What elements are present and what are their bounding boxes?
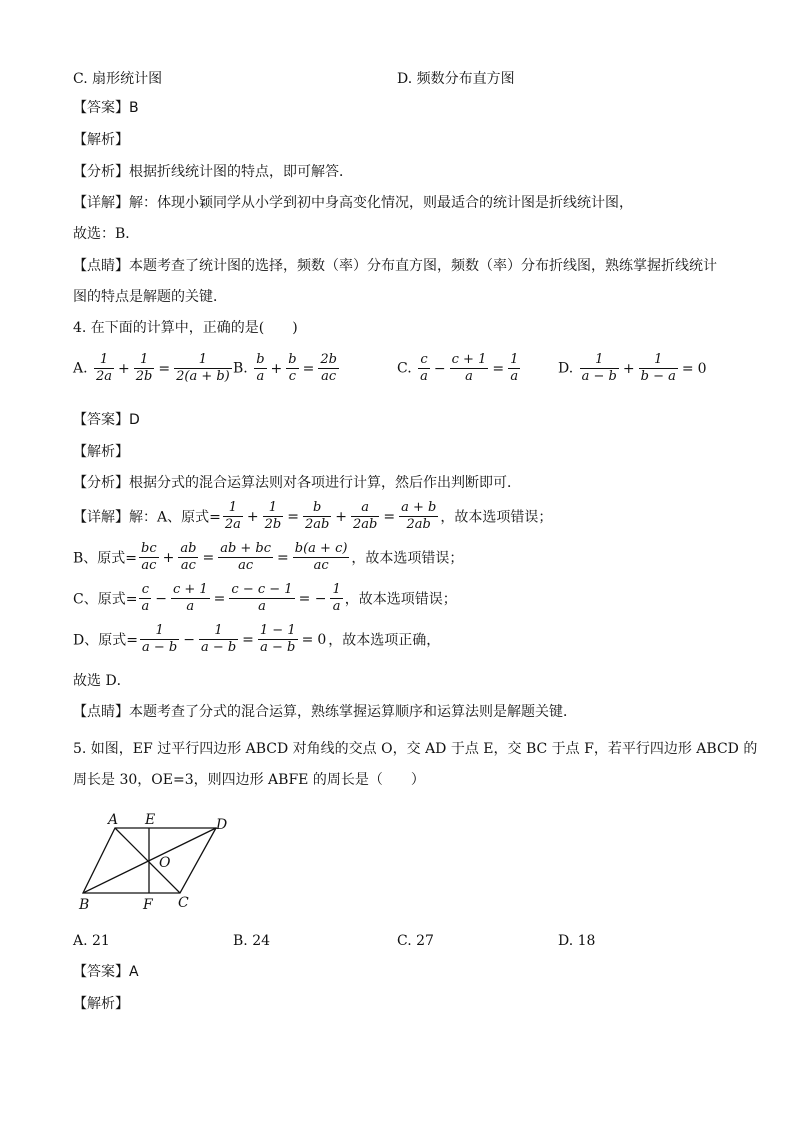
q5-option-c: C. 27 [397, 933, 434, 949]
label-a: A [108, 812, 119, 828]
parallelogram-figure [70, 810, 240, 915]
q4-detail-a: 【详解】解：A、原式= $\frac{1}{2a}$ + $\frac{1}{2b}$ = $\frac{b}{2ab}$ + $\frac{a}{2ab}$ = $\frac{a + b}{2ab}$ ，故本选项错误； [73, 500, 553, 532]
q3-dianjing-line1: 【点睛】本题考查了统计图的选择，频数（率）分布直方图，频数（率）分布折线图，熟练掌握折线统计 [73, 258, 717, 274]
q3-xiangjie: 【详解】解：体现小颖同学从小学到初中身高变化情况，则最适合的统计图是折线统计图， [73, 195, 633, 211]
q4-stem: 4. 在下面的计算中，正确的是( ) [73, 320, 298, 336]
q5-answer: 【答案】A [73, 964, 139, 980]
q4-option-a-label: A. [73, 360, 88, 377]
label-e: E [145, 812, 156, 828]
q3-option-d: D. 频数分布直方图 [397, 71, 515, 87]
label-f: F [143, 897, 153, 913]
q4-answer: 【答案】D [73, 412, 140, 428]
q4-option-d-label: D. [558, 360, 574, 377]
label-b: B [79, 897, 90, 913]
q3-answer: 【答案】B [73, 100, 139, 116]
q5-stem-line1: 5. 如图，EF 过平行四边形 ABCD 对角线的交点 O，交 AD 于点 E，交 BC 于点 F，若平行四边形 ABCD 的 [73, 741, 758, 757]
q4-option-c: C. $\frac{c}{a}$ − $\frac{c + 1}{a}$ = $\frac{1}{a}$ [397, 352, 519, 384]
q4-detail-d: D、原式= $\frac{1}{a - b}$ − $\frac{1}{a - b}$ = $\frac{1 - 1}{a - b}$ = 0 ，故本选项正确， [73, 623, 441, 655]
q4-option-d: D. $\frac{1}{a - b}$ + $\frac{1}{b - a}$ = 0 [558, 352, 707, 384]
label-o: O [159, 855, 171, 871]
q5-stem-line2: 周长是 30，OE=3，则四边形 ABFE 的周长是（ ） [73, 772, 425, 788]
q4-option-a: A. $\frac{1}{2a}$ + $\frac{1}{2b}$ = $\frac{1}{2(a + b)}$ [73, 352, 230, 384]
q4-option-c-label: C. [397, 360, 412, 377]
q3-analysis-heading: 【解析】 [73, 132, 129, 148]
q4-dianjing: 【点睛】本题考查了分式的混合运算，熟练掌握运算顺序和运算法则是解题关键． [73, 704, 577, 720]
q4-detail-b: B、原式= $\frac{bc}{ac}$ + $\frac{ab}{ac}$ = $\frac{ab + bc}{ac}$ = $\frac{b(a + c)}{ac}$ ，故本选项错误； [73, 541, 464, 573]
q5-analysis-heading: 【解析】 [73, 996, 129, 1012]
q4-analysis-heading: 【解析】 [73, 444, 129, 460]
q5-option-a: A. 21 [73, 933, 110, 949]
q4-fenxi: 【分析】根据分式的混合运算法则对各项进行计算，然后作出判断即可． [73, 475, 521, 491]
label-c: C [178, 895, 189, 911]
q5-option-b: B. 24 [233, 933, 271, 949]
label-d: D [216, 817, 228, 833]
q3-guxuan: 故选：B． [73, 226, 140, 242]
q3-fenxi: 【分析】根据折线统计图的特点，即可解答． [73, 164, 353, 180]
q4-detail-c: C、原式= $\frac{c}{a}$ − $\frac{c + 1}{a}$ = $\frac{c - c - 1}{a}$ = − $\frac{1}{a}$ ，故本选项错误； [73, 582, 457, 614]
q4-guxuan: 故选 D． [73, 673, 131, 689]
q4-option-b-label: B. [233, 360, 248, 377]
q3-option-c: C. 扇形统计图 [73, 71, 163, 87]
q5-option-d: D. 18 [558, 933, 596, 949]
q4-option-b: B. $\frac{b}{a}$ + $\frac{b}{c}$ = $\frac{2b}{ac}$ [233, 352, 337, 384]
q3-dianjing-line2: 图的特点是解题的关键． [73, 289, 227, 305]
